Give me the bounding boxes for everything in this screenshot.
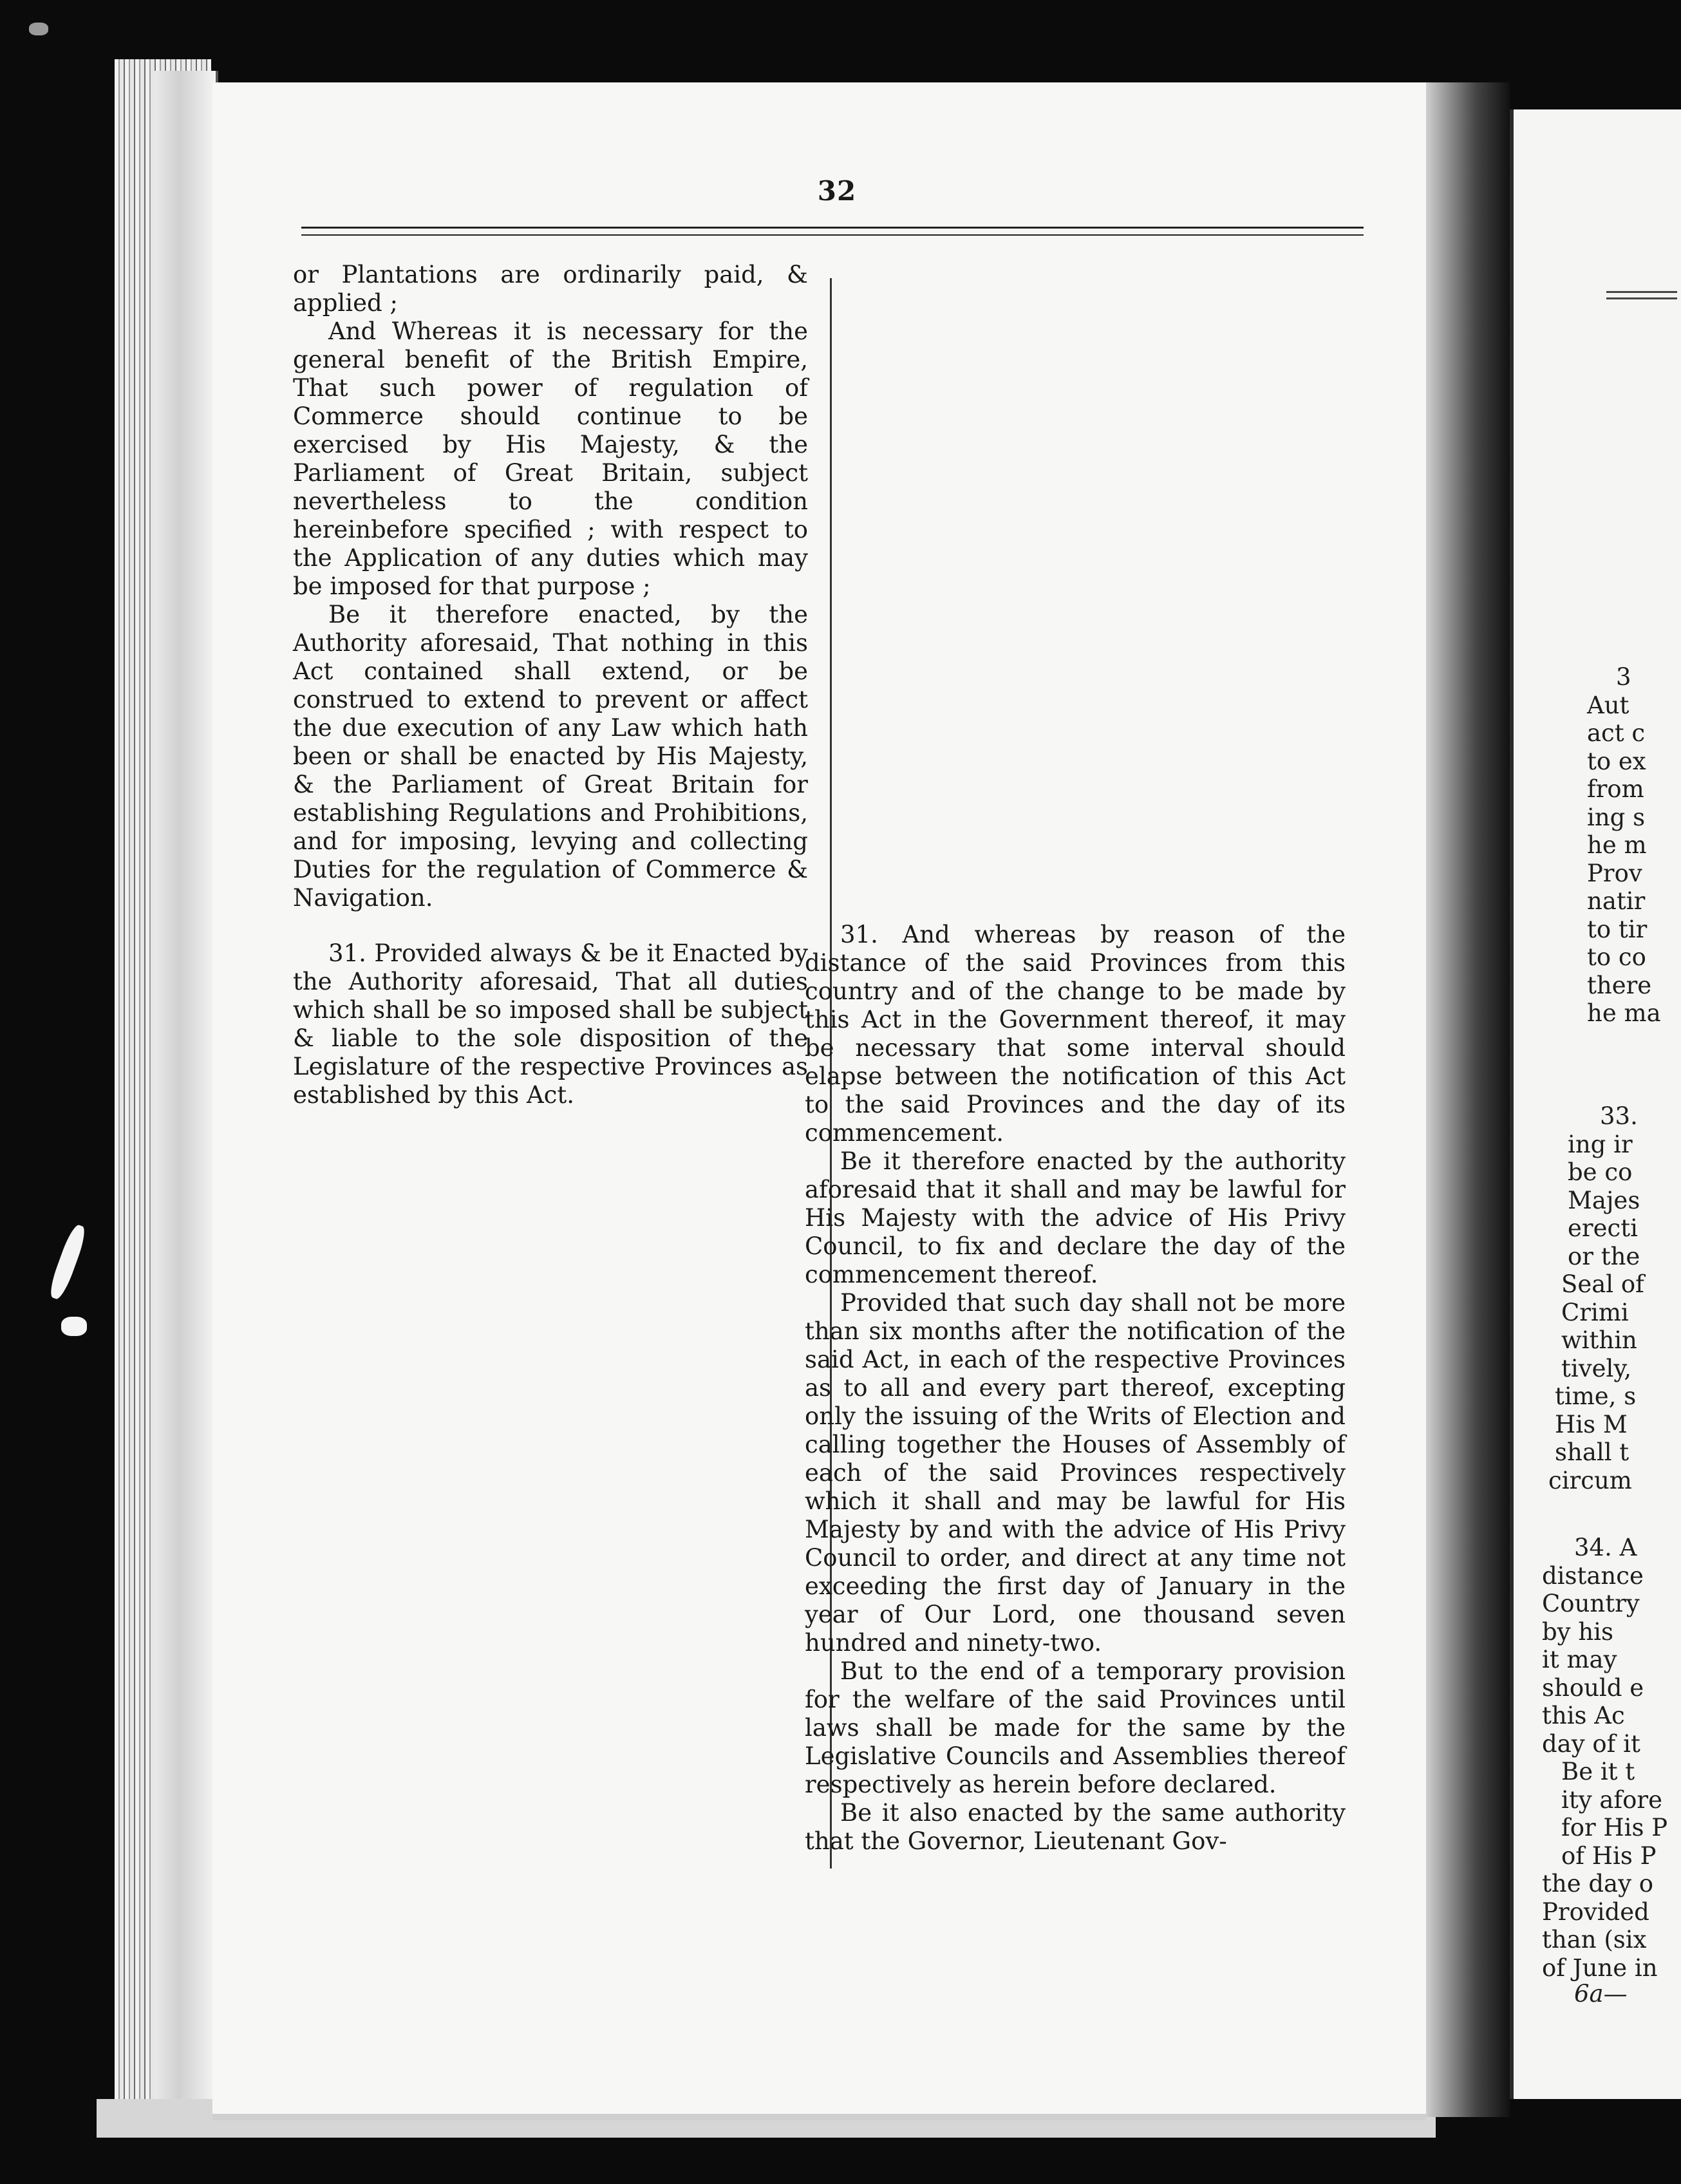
facing-line: within [1561,1326,1637,1354]
left-paragraph-section-31: 31. Provided always & be it Enacted by the Authority aforesaid, That all duties which shall be so imposed shall be subject & liable to the sole disposition of the Legislature of the respective Provinces as established by this Act. [293,939,808,1109]
facing-page-block-3 [1542,1534,1667,1982]
facing-line: Country [1542,1590,1640,1617]
book-binding-edge [155,71,218,2112]
facing-line: 34. A [1574,1534,1637,1561]
left-paragraph-3: Be it therefore enacted, by the Authority aforesaid, That nothing in this Act contained shall extend, or be construed to extend to prevent or affect the due execution of any Law which hath been or shall be enacted by His Majesty, & the Parliament of Great Britain for establishing Regulations and Prohibitions, and for imposing, levying and collecting Duties for the regulation of Commerce & Navigation. [293,601,808,912]
header-rule-top [301,227,1364,229]
facing-line: natir [1587,887,1646,915]
facing-page-footer: 6a— [1574,1980,1628,2008]
facing-line: from [1587,775,1644,803]
facing-line: of June in [1542,1953,1658,1982]
left-paragraph-1: or Plantations are ordinarily paid, & applied ; [293,261,808,317]
book-gutter [1426,82,1510,2117]
facing-line: time, s [1555,1382,1637,1410]
facing-line: Crimi [1561,1298,1629,1326]
right-paragraph-4: But to the end of a temporary provision for the welfare of the said Provinces until laws shall be made for the same by the Legislative Councils and Assemblies thereof respectively as herein before declared. [805,1657,1346,1798]
facing-line: erecti [1568,1214,1638,1242]
facing-line: the day o [1542,1870,1654,1897]
header-rule-bottom [301,234,1364,236]
facing-line: ing s [1587,803,1646,831]
facing-line: he ma [1587,999,1661,1027]
facing-line: Seal of [1561,1270,1644,1298]
facing-line: Be it t [1561,1758,1635,1785]
right-paragraph-5: Be it also enacted by the same authority that the Governor, Lieutenant Gov- [805,1799,1346,1855]
facing-line: than (six [1542,1926,1647,1953]
facing-line: shall t [1555,1438,1629,1466]
facing-page-rule-bottom [1606,297,1677,299]
facing-line: Majes [1568,1186,1640,1214]
facing-line: Aut [1587,691,1629,719]
facing-page-block-2 [1542,1102,1644,1494]
facing-line: to co [1587,943,1646,971]
facing-page-rule-top [1606,291,1677,293]
right-column [805,921,1346,1856]
left-paragraph-2: And Whereas it is necessary for the general benefit of the British Empire, That such power of regulation of Commerce should continue to be exercised by His Majesty, & the Parliament of Great Britain, subject nevertheless to the condition hereinbefore specified ; with respect to the Application of any duties which may be imposed for that purpose ; [293,317,808,600]
facing-line: Provided [1542,1897,1649,1926]
facing-line: circum [1548,1466,1632,1494]
facing-line: should e [1542,1673,1644,1702]
facing-line: to ex [1587,747,1646,775]
facing-line: distance [1542,1561,1644,1590]
facing-line: tively, [1561,1354,1632,1382]
facing-line: he m [1587,831,1647,859]
facing-line: Prov [1587,859,1642,887]
page-number: 32 [817,175,857,207]
left-column [293,261,808,1109]
right-paragraph-section-31: 31. And whereas by reason of the distance of the said Provinces from this country and of the change to be made by this Act in the Government thereof, it may be necessary that some interval should elapse between the notification of this Act to the said Provinces and the day of its commencement. [805,921,1346,1147]
facing-line: 3 [1616,663,1631,691]
facing-line: day of it [1542,1729,1640,1758]
facing-line: act c [1587,719,1646,747]
facing-line: 33. [1600,1102,1638,1130]
scan-dust-speck [46,1223,88,1301]
facing-line: or the [1568,1242,1640,1270]
facing-line: of His P [1561,1841,1657,1870]
facing-line: for His P [1561,1814,1668,1841]
right-paragraph-2: Be it therefore enacted by the authority aforesaid that it shall and may be lawful for His Majesty with the advice of His Privy Council, to fix and declare the day of the commencement thereof. [805,1147,1346,1288]
scan-dust-speck [29,23,48,35]
facing-line: His M [1555,1410,1628,1438]
facing-line: be co [1568,1158,1633,1186]
facing-line: to tir [1587,915,1648,943]
facing-line: by his [1542,1617,1613,1646]
right-paragraph-3: Provided that such day shall not be more than six months after the notification of the said Act, in each of the respective Provinces as to all and every part thereof, excepting only the issuing of the Writs of Election and calling together the Houses of Assembly of each of the said Provinces respectively which it shall and may be lawful for His Majesty by and with the advice of His Privy Council to order, and direct at any time not exceeding the first day of January in the year of Our Lord, one thousand seven hundred and ninety-two. [805,1289,1346,1657]
facing-page-block-1 [1542,663,1661,1028]
facing-line: ity afore [1561,1785,1662,1814]
facing-line: it may [1542,1646,1617,1673]
facing-line: there [1587,971,1652,999]
scan-dust-speck [61,1317,87,1336]
facing-line: ing ir [1568,1130,1633,1158]
facing-line: this Ac [1542,1702,1625,1729]
